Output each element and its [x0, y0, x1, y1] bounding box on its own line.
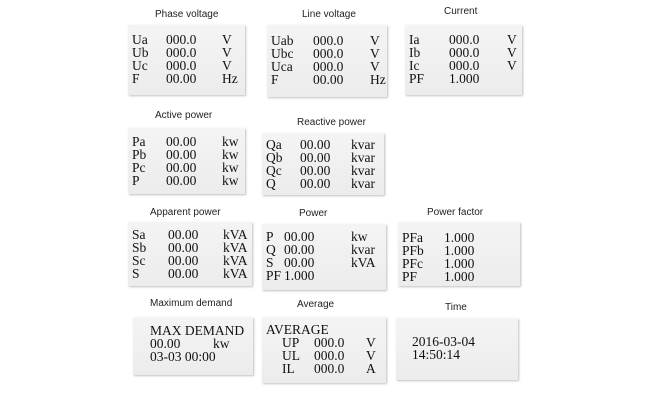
active-power-panel [128, 128, 245, 194]
row-value: 00.00 [300, 137, 331, 152]
row-unit: V [370, 59, 380, 74]
row-label: Qb [266, 150, 283, 165]
row-unit: V [370, 46, 380, 61]
power-row [262, 269, 386, 282]
row-label: Q [266, 242, 276, 257]
row-value: 00.00 [166, 160, 197, 175]
row-label: Uca [271, 59, 293, 74]
row-unit: kVA [223, 253, 248, 268]
time-clock-row [396, 348, 518, 361]
time-panel [396, 318, 518, 380]
row-value: 00.00 [313, 72, 344, 87]
row-unit: kvar [351, 176, 375, 191]
row-unit: V [507, 58, 517, 73]
row-value: 00.00 [166, 173, 197, 188]
row-value: 00.00 [168, 227, 199, 242]
max-demand-header: MAX DEMAND [150, 323, 245, 338]
row-label: Sb [132, 240, 147, 255]
power-panel [262, 224, 386, 290]
power-factor-title: Power factor [427, 207, 484, 218]
row-value: 1.000 [449, 71, 480, 86]
row-value: 00.00 [284, 242, 315, 257]
row-value: 000.0 [449, 45, 480, 60]
row-value: 00.00 [166, 134, 197, 149]
row-label: Pa [132, 134, 146, 149]
row-unit: V [507, 45, 517, 60]
row-unit: kvar [351, 137, 375, 152]
row-label: PF [266, 268, 282, 283]
apparent-power-row [128, 267, 252, 280]
row-label: S [132, 266, 140, 281]
maximum-demand-panel [133, 317, 253, 375]
row-unit: V [370, 33, 380, 48]
row-value: 000.0 [166, 45, 197, 60]
row-label: Ib [409, 45, 421, 60]
row-value: 1.000 [444, 243, 475, 258]
row-label: S [266, 255, 274, 270]
row-label: IL [282, 361, 295, 376]
max-demand-timestamp: 03-03 00:00 [150, 349, 216, 364]
active-power-row [128, 174, 245, 187]
row-value: 00.00 [168, 253, 199, 268]
row-unit: kw [222, 134, 239, 149]
row-value: 1.000 [284, 268, 315, 283]
row-label: Q [266, 176, 276, 191]
row-label: PFc [402, 256, 424, 271]
row-value: 00.00 [168, 240, 199, 255]
row-label: Ic [409, 58, 420, 73]
line-voltage-panel [267, 25, 387, 97]
row-label: F [132, 71, 140, 86]
row-label: Qc [266, 163, 282, 178]
row-unit: kVA [223, 227, 248, 242]
row-label: P [132, 173, 140, 188]
row-unit: kVA [223, 266, 248, 281]
line-voltage-title: Line voltage [302, 9, 356, 20]
average-header: AVERAGE [266, 322, 329, 337]
row-unit: kw [222, 173, 239, 188]
reactive-power-row [262, 177, 384, 190]
average-row [262, 362, 386, 375]
phase-voltage-title: Phase voltage [155, 9, 219, 20]
row-unit: A [366, 361, 376, 376]
reactive-power-title: Reactive power [297, 117, 366, 128]
row-label: PFa [402, 230, 424, 245]
row-value: 000.0 [314, 335, 345, 350]
row-unit: V [222, 58, 232, 73]
row-value: 000.0 [314, 361, 345, 376]
row-label: Qa [266, 137, 282, 152]
row-label: Ua [132, 32, 148, 47]
average-panel [262, 317, 386, 383]
average-title: Average [297, 299, 335, 310]
row-unit: kw [222, 147, 239, 162]
row-label: PF [409, 71, 425, 86]
line-voltage-row [267, 73, 387, 86]
row-label: F [271, 72, 279, 87]
row-value: 1.000 [444, 230, 475, 245]
row-label: Uc [132, 58, 148, 73]
current-panel [405, 25, 522, 95]
row-unit: V [222, 45, 232, 60]
row-label: PFb [402, 243, 424, 258]
row-unit: kvar [351, 242, 375, 257]
current-row [405, 72, 522, 85]
row-unit: Hz [370, 72, 386, 87]
row-unit: V [222, 32, 232, 47]
row-label: P [266, 229, 274, 244]
time-title: Time [445, 302, 467, 313]
row-value: 1.000 [444, 269, 475, 284]
row-unit: V [366, 335, 376, 350]
active-power-title: Active power [155, 110, 213, 121]
row-label: Pc [132, 160, 146, 175]
row-value: 000.0 [166, 58, 197, 73]
apparent-power-panel [128, 222, 252, 286]
row-value: 00.00 [166, 147, 197, 162]
apparent-power-title: Apparent power [150, 207, 221, 218]
maximum-demand-timestamp-row [133, 350, 253, 363]
row-value: 000.0 [449, 32, 480, 47]
row-unit: kVA [351, 255, 376, 270]
row-unit: V [507, 32, 517, 47]
row-label: Uab [271, 33, 294, 48]
row-unit: kvar [351, 163, 375, 178]
row-value: 000.0 [449, 58, 480, 73]
time-date: 2016-03-04 [412, 334, 475, 349]
row-value: 00.00 [166, 71, 197, 86]
row-label: Sc [132, 253, 146, 268]
phase-voltage-panel [128, 25, 245, 95]
row-unit: Hz [222, 71, 238, 86]
row-label: Pb [132, 147, 147, 162]
row-unit: kvar [351, 150, 375, 165]
row-value: 000.0 [166, 32, 197, 47]
row-value: 00.00 [284, 255, 315, 270]
time-clock: 14:50:14 [412, 347, 461, 362]
row-value: 000.0 [314, 348, 345, 363]
max-demand-unit: kw [213, 336, 230, 351]
row-label: Ub [132, 45, 149, 60]
power-factor-panel [398, 222, 520, 286]
row-value: 000.0 [313, 59, 344, 74]
maximum-demand-title: Maximum demand [150, 298, 233, 309]
row-value: 000.0 [313, 33, 344, 48]
row-unit: kVA [223, 240, 248, 255]
row-value: 00.00 [300, 150, 331, 165]
row-label: Sa [132, 227, 146, 242]
row-unit: kw [351, 229, 368, 244]
phase-voltage-row [128, 72, 245, 85]
row-value: 00.00 [300, 163, 331, 178]
row-label: Ubc [271, 46, 294, 61]
reactive-power-panel [262, 133, 384, 195]
row-label: Ia [409, 32, 420, 47]
row-value: 00.00 [300, 176, 331, 191]
row-label: UP [282, 335, 300, 350]
power-factor-row [398, 270, 520, 283]
row-value: 00.00 [284, 229, 315, 244]
row-label: PF [402, 269, 418, 284]
row-unit: V [366, 348, 376, 363]
max-demand-value: 00.00 [150, 336, 181, 351]
row-unit: kw [222, 160, 239, 175]
power-title: Power [299, 208, 328, 219]
row-label: UL [282, 348, 300, 363]
current-title: Current [444, 6, 478, 17]
row-value: 1.000 [444, 256, 475, 271]
row-value: 000.0 [313, 46, 344, 61]
row-value: 00.00 [168, 266, 199, 281]
